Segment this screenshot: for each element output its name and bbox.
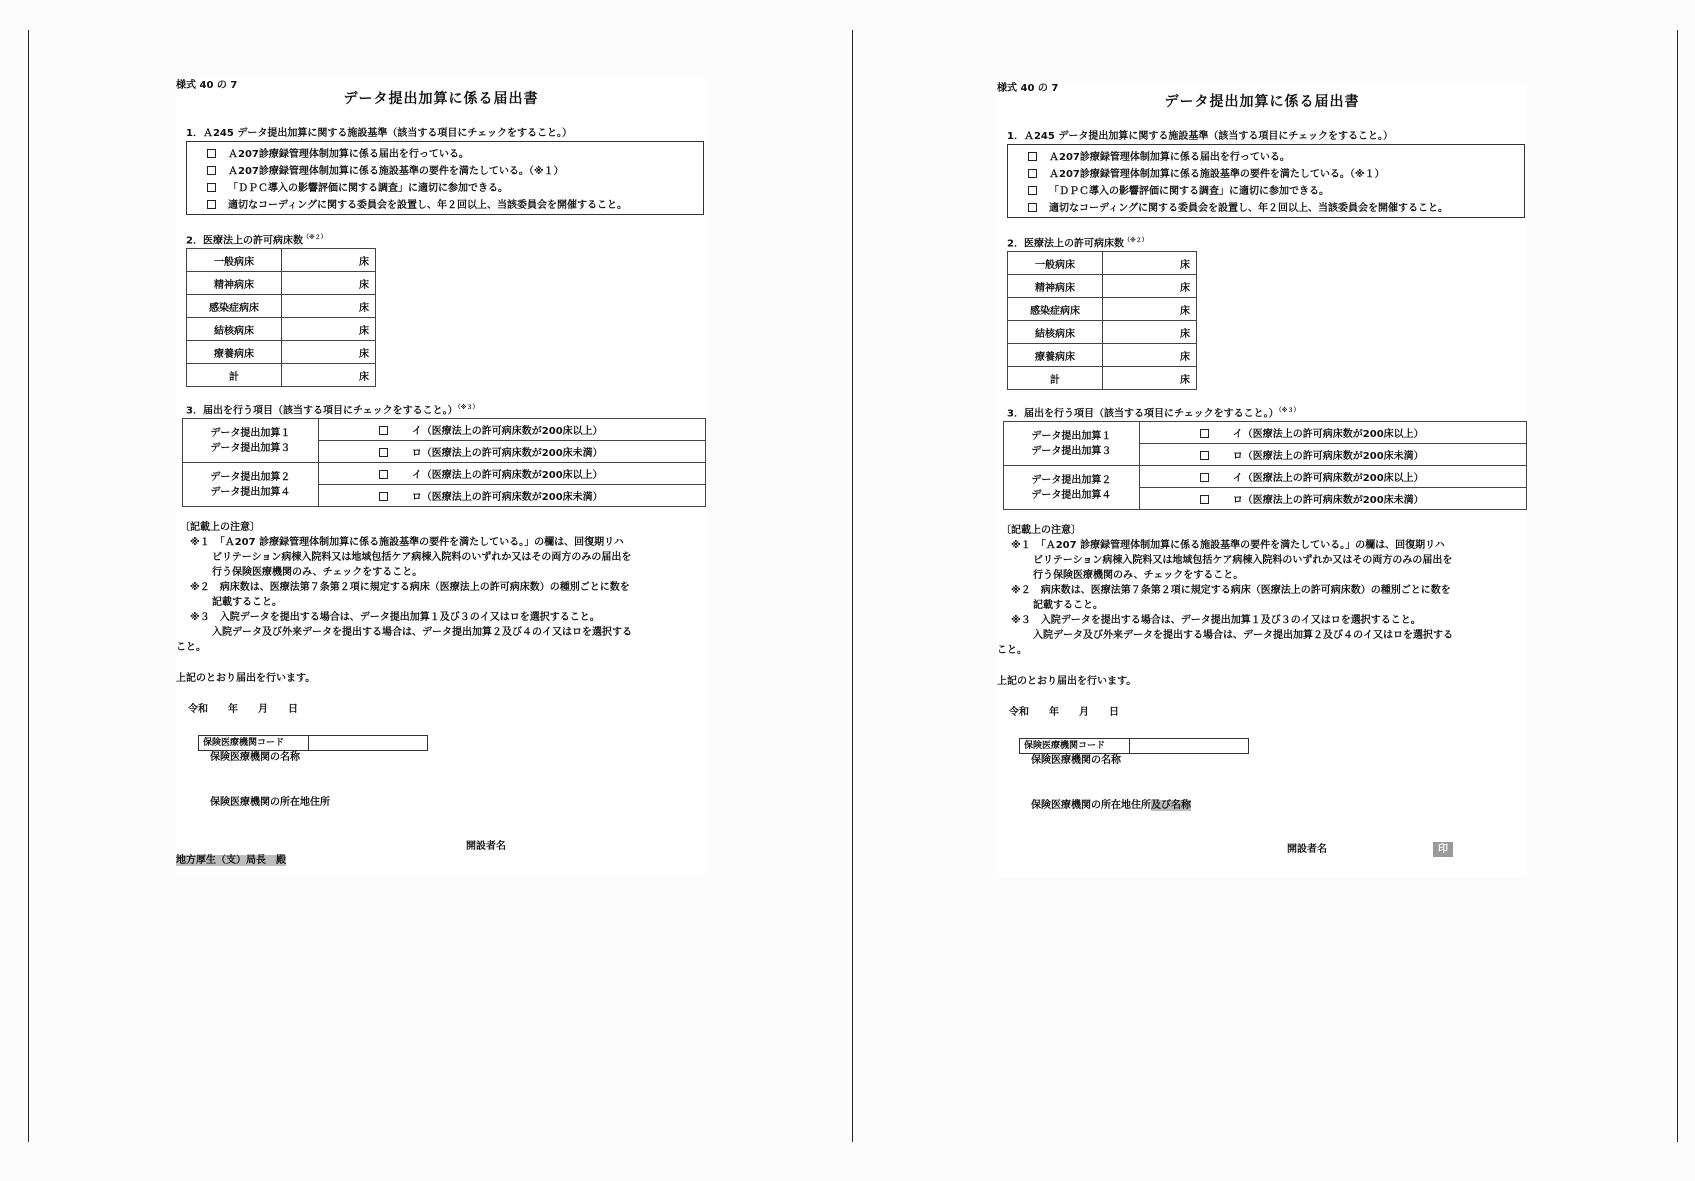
document-page-revised bbox=[997, 81, 1527, 877]
criteria-item[interactable]: 適切なコーディングに関する委員会を設置し、年２回以上、当該委員会を開催すること。 bbox=[207, 196, 627, 211]
submission-items-table bbox=[182, 418, 706, 507]
option-row[interactable]: イ（医療法上の許可病床数が200床以上） bbox=[1139, 466, 1526, 488]
bed-count-field[interactable]: 床 bbox=[282, 341, 376, 364]
checkbox-icon[interactable] bbox=[1200, 495, 1209, 504]
checkbox-icon[interactable] bbox=[207, 183, 216, 192]
institution-address-label: 保険医療機関の所在地住所 bbox=[210, 797, 330, 808]
table-row bbox=[1004, 466, 1527, 488]
checkbox-icon[interactable] bbox=[1200, 473, 1209, 482]
note-line: ビリテーション病棟入院料又は地域包括ケア病棟入院料のいずれか又はその両方のみの届出を bbox=[1033, 555, 1453, 566]
table-row: 計 床 bbox=[187, 364, 376, 387]
bed-count-table bbox=[186, 248, 376, 387]
bed-count-field[interactable]: 床 bbox=[282, 364, 376, 387]
form-number: 様式 40 の 7 bbox=[997, 83, 1059, 94]
option-row[interactable]: イ（医療法上の許可病床数が200床以上） bbox=[318, 463, 705, 485]
table-row: 一般病床 床 bbox=[187, 249, 376, 272]
note-line: 行う保険医療機関のみ、チェックをすること。 bbox=[212, 567, 423, 578]
table-row: 結核病床 床 bbox=[187, 318, 376, 341]
founder-name-label: 開設者名 bbox=[1287, 844, 1327, 855]
addition-label: データ提出加算２ データ提出加算４ bbox=[183, 463, 319, 507]
checkbox-icon[interactable] bbox=[1028, 169, 1037, 178]
checkbox-icon[interactable] bbox=[207, 166, 216, 175]
table-row bbox=[183, 463, 706, 485]
note-line: ※１ 「Ａ207 診療録管理体制加算に係る施設基準の要件を満たしている。」の欄は、回復期リハ bbox=[190, 537, 624, 548]
note-line: ※３ 入院データを提出する場合は、データ提出加算１及び３のイ又はロを選択すること。 bbox=[1011, 615, 1421, 626]
option-row[interactable]: ロ（医療法上の許可病床数が200床未満） bbox=[1139, 444, 1526, 466]
option-row[interactable]: ロ（医療法上の許可病床数が200床未満） bbox=[318, 485, 705, 507]
checkbox-icon[interactable] bbox=[379, 426, 388, 435]
addressee: 地方厚生（支）局長 殿 bbox=[176, 855, 286, 866]
bed-count-field[interactable]: 床 bbox=[1103, 321, 1197, 344]
date-field[interactable]: 令和 年 月 日 bbox=[1009, 707, 1119, 718]
institution-code-label: 保険医療機関コード bbox=[1020, 739, 1130, 753]
document-page-original bbox=[176, 78, 706, 874]
note-line: ビリテーション病棟入院料又は地域包括ケア病棟入院料のいずれか又はその両方のみの届出を bbox=[212, 552, 632, 563]
notes-heading: 〔記載上の注意〕 bbox=[180, 522, 260, 533]
table-row: 計 床 bbox=[1008, 367, 1197, 390]
bed-count-field[interactable]: 床 bbox=[1103, 344, 1197, 367]
option-row[interactable]: ロ（医療法上の許可病床数が200床未満） bbox=[1139, 488, 1526, 510]
table-row bbox=[1004, 422, 1527, 444]
criteria-item[interactable]: Ａ207診療録管理体制加算に係る届出を行っている。 bbox=[207, 145, 469, 160]
bed-count-field[interactable]: 床 bbox=[1103, 252, 1197, 275]
checkbox-icon[interactable] bbox=[1028, 152, 1037, 161]
table-row: 精神病床 床 bbox=[1008, 275, 1197, 298]
declaration: 上記のとおり届出を行います。 bbox=[997, 676, 1137, 687]
address-highlight: 及び名称 bbox=[1151, 800, 1191, 811]
section3-heading: 3．届出を行う項目（該当する項目にチェックをすること。）$^{(※3)}$ bbox=[186, 404, 479, 417]
bed-count-table bbox=[1007, 251, 1197, 390]
note-line: こと。 bbox=[997, 645, 1027, 656]
declaration: 上記のとおり届出を行います。 bbox=[176, 673, 316, 684]
page-title: データ提出加算に係る届出書 bbox=[1164, 94, 1360, 110]
criteria-item[interactable]: 「ＤＰＣ導入の影響評価に関する調査」に適切に参加できる。 bbox=[207, 179, 508, 194]
institution-name-label: 保険医療機関の名称 bbox=[1031, 755, 1121, 766]
institution-address-label: 保険医療機関の所在地住所及び名称 bbox=[1031, 800, 1191, 811]
criteria-item[interactable]: Ａ207診療録管理体制加算に係る施設基準の要件を満たしている。（※１） bbox=[207, 162, 564, 177]
seal-mark: 印 bbox=[1433, 842, 1453, 857]
checkbox-icon[interactable] bbox=[1200, 429, 1209, 438]
checkbox-icon[interactable] bbox=[1028, 203, 1037, 212]
bed-count-field[interactable]: 床 bbox=[1103, 298, 1197, 321]
facility-criteria-box bbox=[1007, 144, 1525, 218]
institution-code-field[interactable] bbox=[198, 735, 428, 751]
note-line: ※３ 入院データを提出する場合は、データ提出加算１及び３のイ又はロを選択すること。 bbox=[190, 612, 600, 623]
date-field[interactable]: 令和 年 月 日 bbox=[188, 704, 298, 715]
checkbox-icon[interactable] bbox=[379, 448, 388, 457]
section2-heading: 2．医療法上の許可病床数$^{(※2)}$ bbox=[186, 234, 327, 247]
form-number: 様式 40 の 7 bbox=[176, 80, 238, 91]
founder-name-label: 開設者名 bbox=[466, 841, 506, 852]
center-divider bbox=[852, 30, 853, 1142]
bed-count-field[interactable]: 床 bbox=[282, 272, 376, 295]
right-border bbox=[1677, 30, 1678, 1142]
institution-name-label: 保険医療機関の名称 bbox=[210, 752, 300, 763]
checkbox-icon[interactable] bbox=[1028, 186, 1037, 195]
criteria-item[interactable]: Ａ207診療録管理体制加算に係る届出を行っている。 bbox=[1028, 148, 1290, 163]
note-line: ※１ 「Ａ207 診療録管理体制加算に係る施設基準の要件を満たしている。」の欄は、回復期リハ bbox=[1011, 540, 1445, 551]
note-line: 入院データ及び外来データを提出する場合は、データ提出加算２及び４のイ又はロを選択する bbox=[1033, 630, 1453, 641]
note-line: 入院データ及び外来データを提出する場合は、データ提出加算２及び４のイ又はロを選択する bbox=[212, 627, 632, 638]
criteria-item[interactable]: Ａ207診療録管理体制加算に係る施設基準の要件を満たしている。（※１） bbox=[1028, 165, 1385, 180]
note-line: 記載すること。 bbox=[1033, 600, 1103, 611]
note-line: ※２ 病床数は、医療法第７条第２項に規定する病床（医療法上の許可病床数）の種別ごとに数を bbox=[1011, 585, 1451, 596]
note-line: ※２ 病床数は、医療法第７条第２項に規定する病床（医療法上の許可病床数）の種別ごとに数を bbox=[190, 582, 630, 593]
table-row: 精神病床 床 bbox=[187, 272, 376, 295]
table-row: 感染症病床 床 bbox=[187, 295, 376, 318]
bed-count-field[interactable]: 床 bbox=[282, 295, 376, 318]
table-row: 結核病床 床 bbox=[1008, 321, 1197, 344]
criteria-item[interactable]: 「ＤＰＣ導入の影響評価に関する調査」に適切に参加できる。 bbox=[1028, 182, 1329, 197]
addition-label: データ提出加算２ データ提出加算４ bbox=[1004, 466, 1140, 510]
note-line: こと。 bbox=[176, 642, 206, 653]
checkbox-icon[interactable] bbox=[207, 200, 216, 209]
option-row[interactable]: イ（医療法上の許可病床数が200床以上） bbox=[318, 419, 705, 441]
addition-label: データ提出加算１ データ提出加算３ bbox=[1004, 422, 1140, 466]
bed-count-field[interactable]: 床 bbox=[282, 318, 376, 341]
table-row: 一般病床 床 bbox=[1008, 252, 1197, 275]
page-title: データ提出加算に係る届出書 bbox=[343, 91, 539, 107]
note-line: 行う保険医療機関のみ、チェックをすること。 bbox=[1033, 570, 1244, 581]
section2-heading: 2．医療法上の許可病床数$^{(※2)}$ bbox=[1007, 237, 1148, 250]
checkbox-icon[interactable] bbox=[379, 492, 388, 501]
checkbox-icon[interactable] bbox=[207, 149, 216, 158]
section3-heading: 3．届出を行う項目（該当する項目にチェックをすること。）$^{(※3)}$ bbox=[1007, 407, 1300, 420]
checkbox-icon[interactable] bbox=[1200, 451, 1209, 460]
notes-heading: 〔記載上の注意〕 bbox=[1001, 525, 1081, 536]
table-row: 感染症病床 床 bbox=[1008, 298, 1197, 321]
submission-items-table bbox=[1003, 421, 1527, 510]
bed-count-field[interactable]: 床 bbox=[282, 249, 376, 272]
table-row: 療養病床 床 bbox=[187, 341, 376, 364]
left-border bbox=[28, 30, 29, 1142]
criteria-item[interactable]: 適切なコーディングに関する委員会を設置し、年２回以上、当該委員会を開催すること。 bbox=[1028, 199, 1448, 214]
table-row: 療養病床 床 bbox=[1008, 344, 1197, 367]
bed-count-field[interactable]: 床 bbox=[1103, 367, 1197, 390]
institution-code-label: 保険医療機関コード bbox=[199, 736, 309, 750]
table-row bbox=[183, 419, 706, 441]
section1-heading: 1．Ａ245 データ提出加算に関する施設基準（該当する項目にチェックをすること。） bbox=[1007, 131, 1394, 142]
note-line: 記載すること。 bbox=[212, 597, 282, 608]
bed-count-field[interactable]: 床 bbox=[1103, 275, 1197, 298]
option-row[interactable]: イ（医療法上の許可病床数が200床以上） bbox=[1139, 422, 1526, 444]
institution-code-field[interactable] bbox=[1019, 738, 1249, 754]
section1-heading: 1．Ａ245 データ提出加算に関する施設基準（該当する項目にチェックをすること。） bbox=[186, 128, 573, 139]
checkbox-icon[interactable] bbox=[379, 470, 388, 479]
addition-label: データ提出加算１ データ提出加算３ bbox=[183, 419, 319, 463]
facility-criteria-box bbox=[186, 141, 704, 215]
option-row[interactable]: ロ（医療法上の許可病床数が200床未満） bbox=[318, 441, 705, 463]
